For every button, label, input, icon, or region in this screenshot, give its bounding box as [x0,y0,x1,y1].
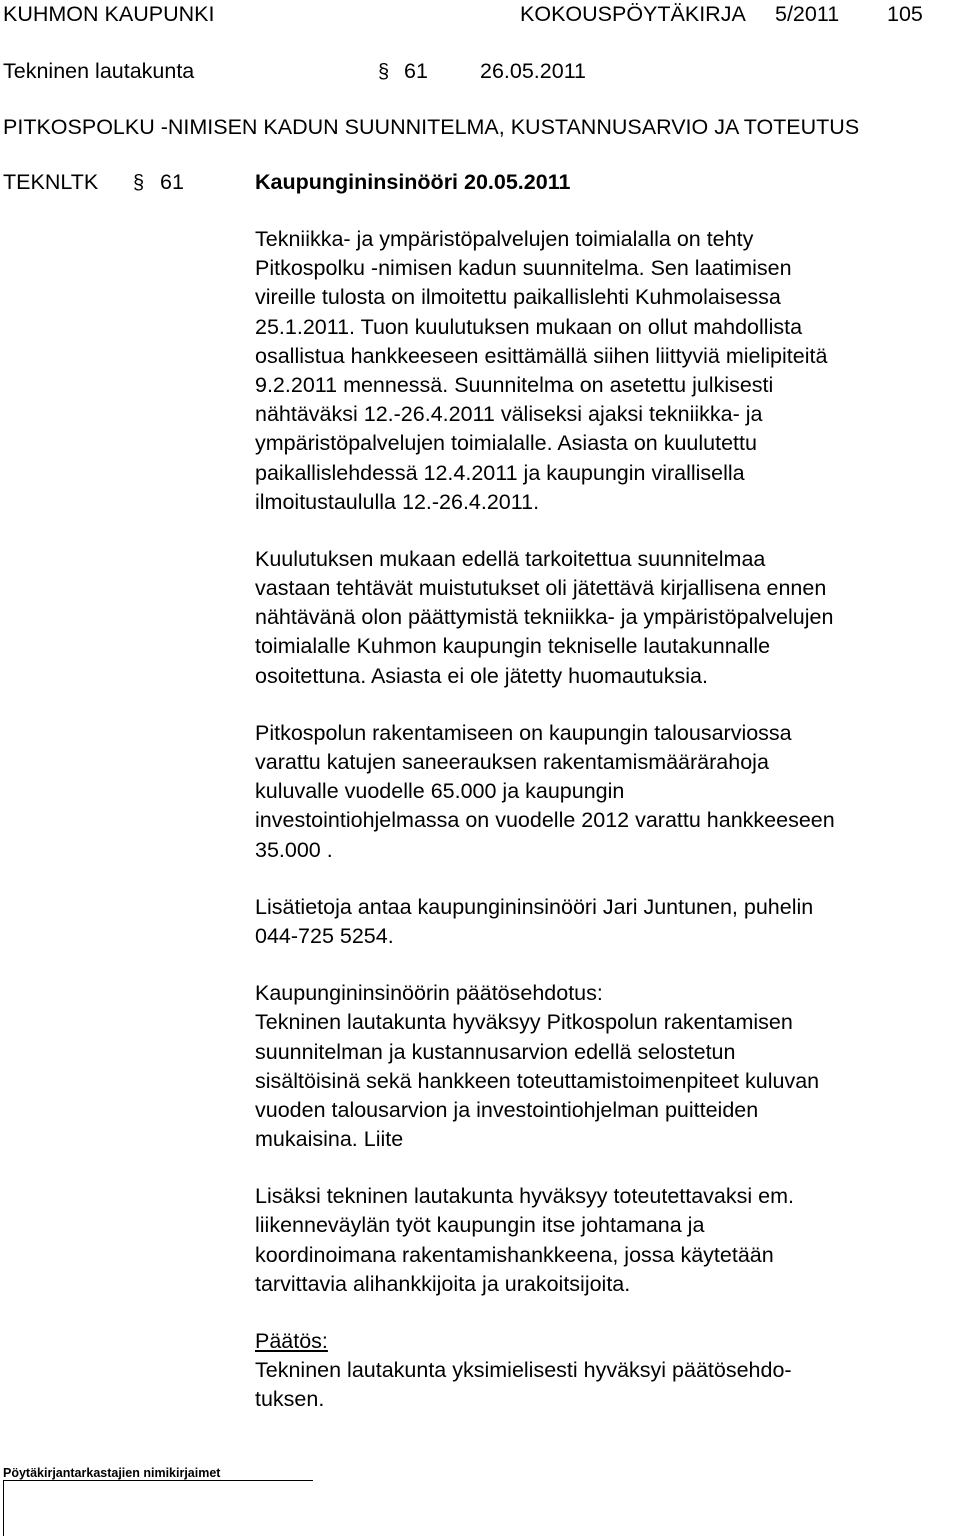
initials-underline [3,1480,313,1481]
section-symbol: § [378,61,390,83]
initials-label: Pöytäkirjantarkastajien nimikirjaimet [3,1466,221,1480]
doc-type: KOKOUSPÖYTÄKIRJA [520,2,746,26]
page-title: PITKOSPOLKU -NIMISEN KADUN SUUNNITELMA, KUSTANNUSARVIO JA TOTEUTUS [3,115,860,139]
text-line: tarvittavia alihankkijoita ja urakoitsijoita. [255,1271,631,1296]
decision-heading [255,1327,945,1356]
initials-box-edge [3,1481,4,1536]
org-name: KUHMON KAUPUNKI [3,2,215,26]
board-name: Tekninen lautakunta [3,59,195,83]
text-line: koordinoimana rakentamishankkeena, jossa käytetään [255,1242,774,1267]
text-line: Pitkospolun rakentamiseen on kaupungin talousarviossa [255,720,792,745]
item-number: 61 [160,170,184,194]
text-line: varattu katujen saneerauksen rakentamismäärärahoja [255,750,769,774]
doc-number: 5/2011 [775,2,840,26]
item-ref: TEKNLTK [3,170,99,194]
text-line: mukaisina. Liite [255,1127,404,1152]
text-line: Pitkospolku -nimisen kadun suunnitelma. Sen laatimisen [255,256,792,281]
text-line: Lisäksi tekninen lautakunta hyväksyy toteutettavaksi em. [255,1184,794,1209]
paragraph-contact [255,893,945,951]
text-line: sisältöisinä sekä hankkeen toteuttamistoimenpiteet kuluvan [255,1068,820,1093]
page-number: 105 [887,2,923,26]
text-line: vireille tulosta on ilmoitettu paikallislehti Kuhmolaisessa [255,285,781,310]
paragraph-background [255,225,945,517]
paragraph-decision [255,1327,945,1415]
paragraph-objections [255,545,945,691]
text-line: kuluvalle vuodelle 65.000 ja kaupungin [255,779,625,804]
item-author-date: Kaupungininsinööri 20.05.2011 [255,170,571,194]
text-line: Kuulutuksen mukaan edellä tarkoitettua suunnitelmaa [255,546,766,571]
text-line: nähtäväksi 12.-26.4.2011 väliseksi ajaksi tekniikka- ja [255,402,763,427]
text-line: liikenneväylän työt kaupungin itse johtamana ja [255,1213,705,1238]
text-line: osoitettuna. Asiasta ei ole jätetty huomautuksia. [255,663,708,688]
text-line: vuoden talousarvion ja investointiohjelman puitteiden [255,1097,759,1122]
text-line: vastaan tehtävät muistutukset oli jätettävä kirjallisena ennen [255,576,827,601]
text-line: nähtävänä olon päättymistä tekniikka- ja ympäristöpalvelujen [255,605,834,630]
text-line: Tekninen lautakunta yksimielisesti hyväksyi päätösehdo- [255,1358,792,1383]
text-line: Tekninen lautakunta hyväksyy Pitkospolun rakentamisen [255,1010,793,1035]
text-line: Lisätietoja antaa kaupungininsinööri Jari Juntunen, puhelin [255,894,814,919]
paragraph-budget [255,719,945,865]
proposal-heading: Kaupungininsinöörin päätösehdotus: [255,981,603,1006]
decision-heading-label: Päätös: [255,1329,328,1353]
text-line: Tekniikka- ja ympäristöpalvelujen toimialalla on tehty [255,227,754,251]
text-line: investointiohjelmassa on vuodelle 2012 varattu hankkeeseen [255,808,835,833]
text-line: 044-725 5254. [255,923,394,948]
section-number: 61 [404,59,428,83]
paragraph-proposal [255,979,945,1154]
text-line: 35.000 . [255,837,333,862]
text-line: toimialalle Kuhmon kaupungin tekniselle lautakunnalle [255,634,771,659]
text-line: paikallislehdessä 12.4.2011 ja kaupungin virallisella [255,460,745,485]
paragraph-execution [255,1182,945,1299]
text-line: ilmoitustaululla 12.-26.4.2011. [255,489,540,514]
meeting-date: 26.05.2011 [480,59,587,83]
text-line: suunnitelman ja kustannusarvion edellä selostetun [255,1039,736,1064]
text-line: 25.1.2011. Tuon kuulutuksen mukaan on ollut mahdollista [255,314,803,339]
text-line: 9.2.2011 mennessä. Suunnitelma on asetettu julkisesti [255,372,774,397]
text-line: ympäristöpalvelujen toimialalle. Asiasta on kuulutettu [255,431,757,456]
document-body [255,225,945,1415]
item-section-symbol: § [133,172,145,194]
text-line: tuksen. [255,1387,325,1412]
text-line: osallistua hankkeeseen esittämällä siihen liittyviä mielipiteitä [255,343,828,368]
